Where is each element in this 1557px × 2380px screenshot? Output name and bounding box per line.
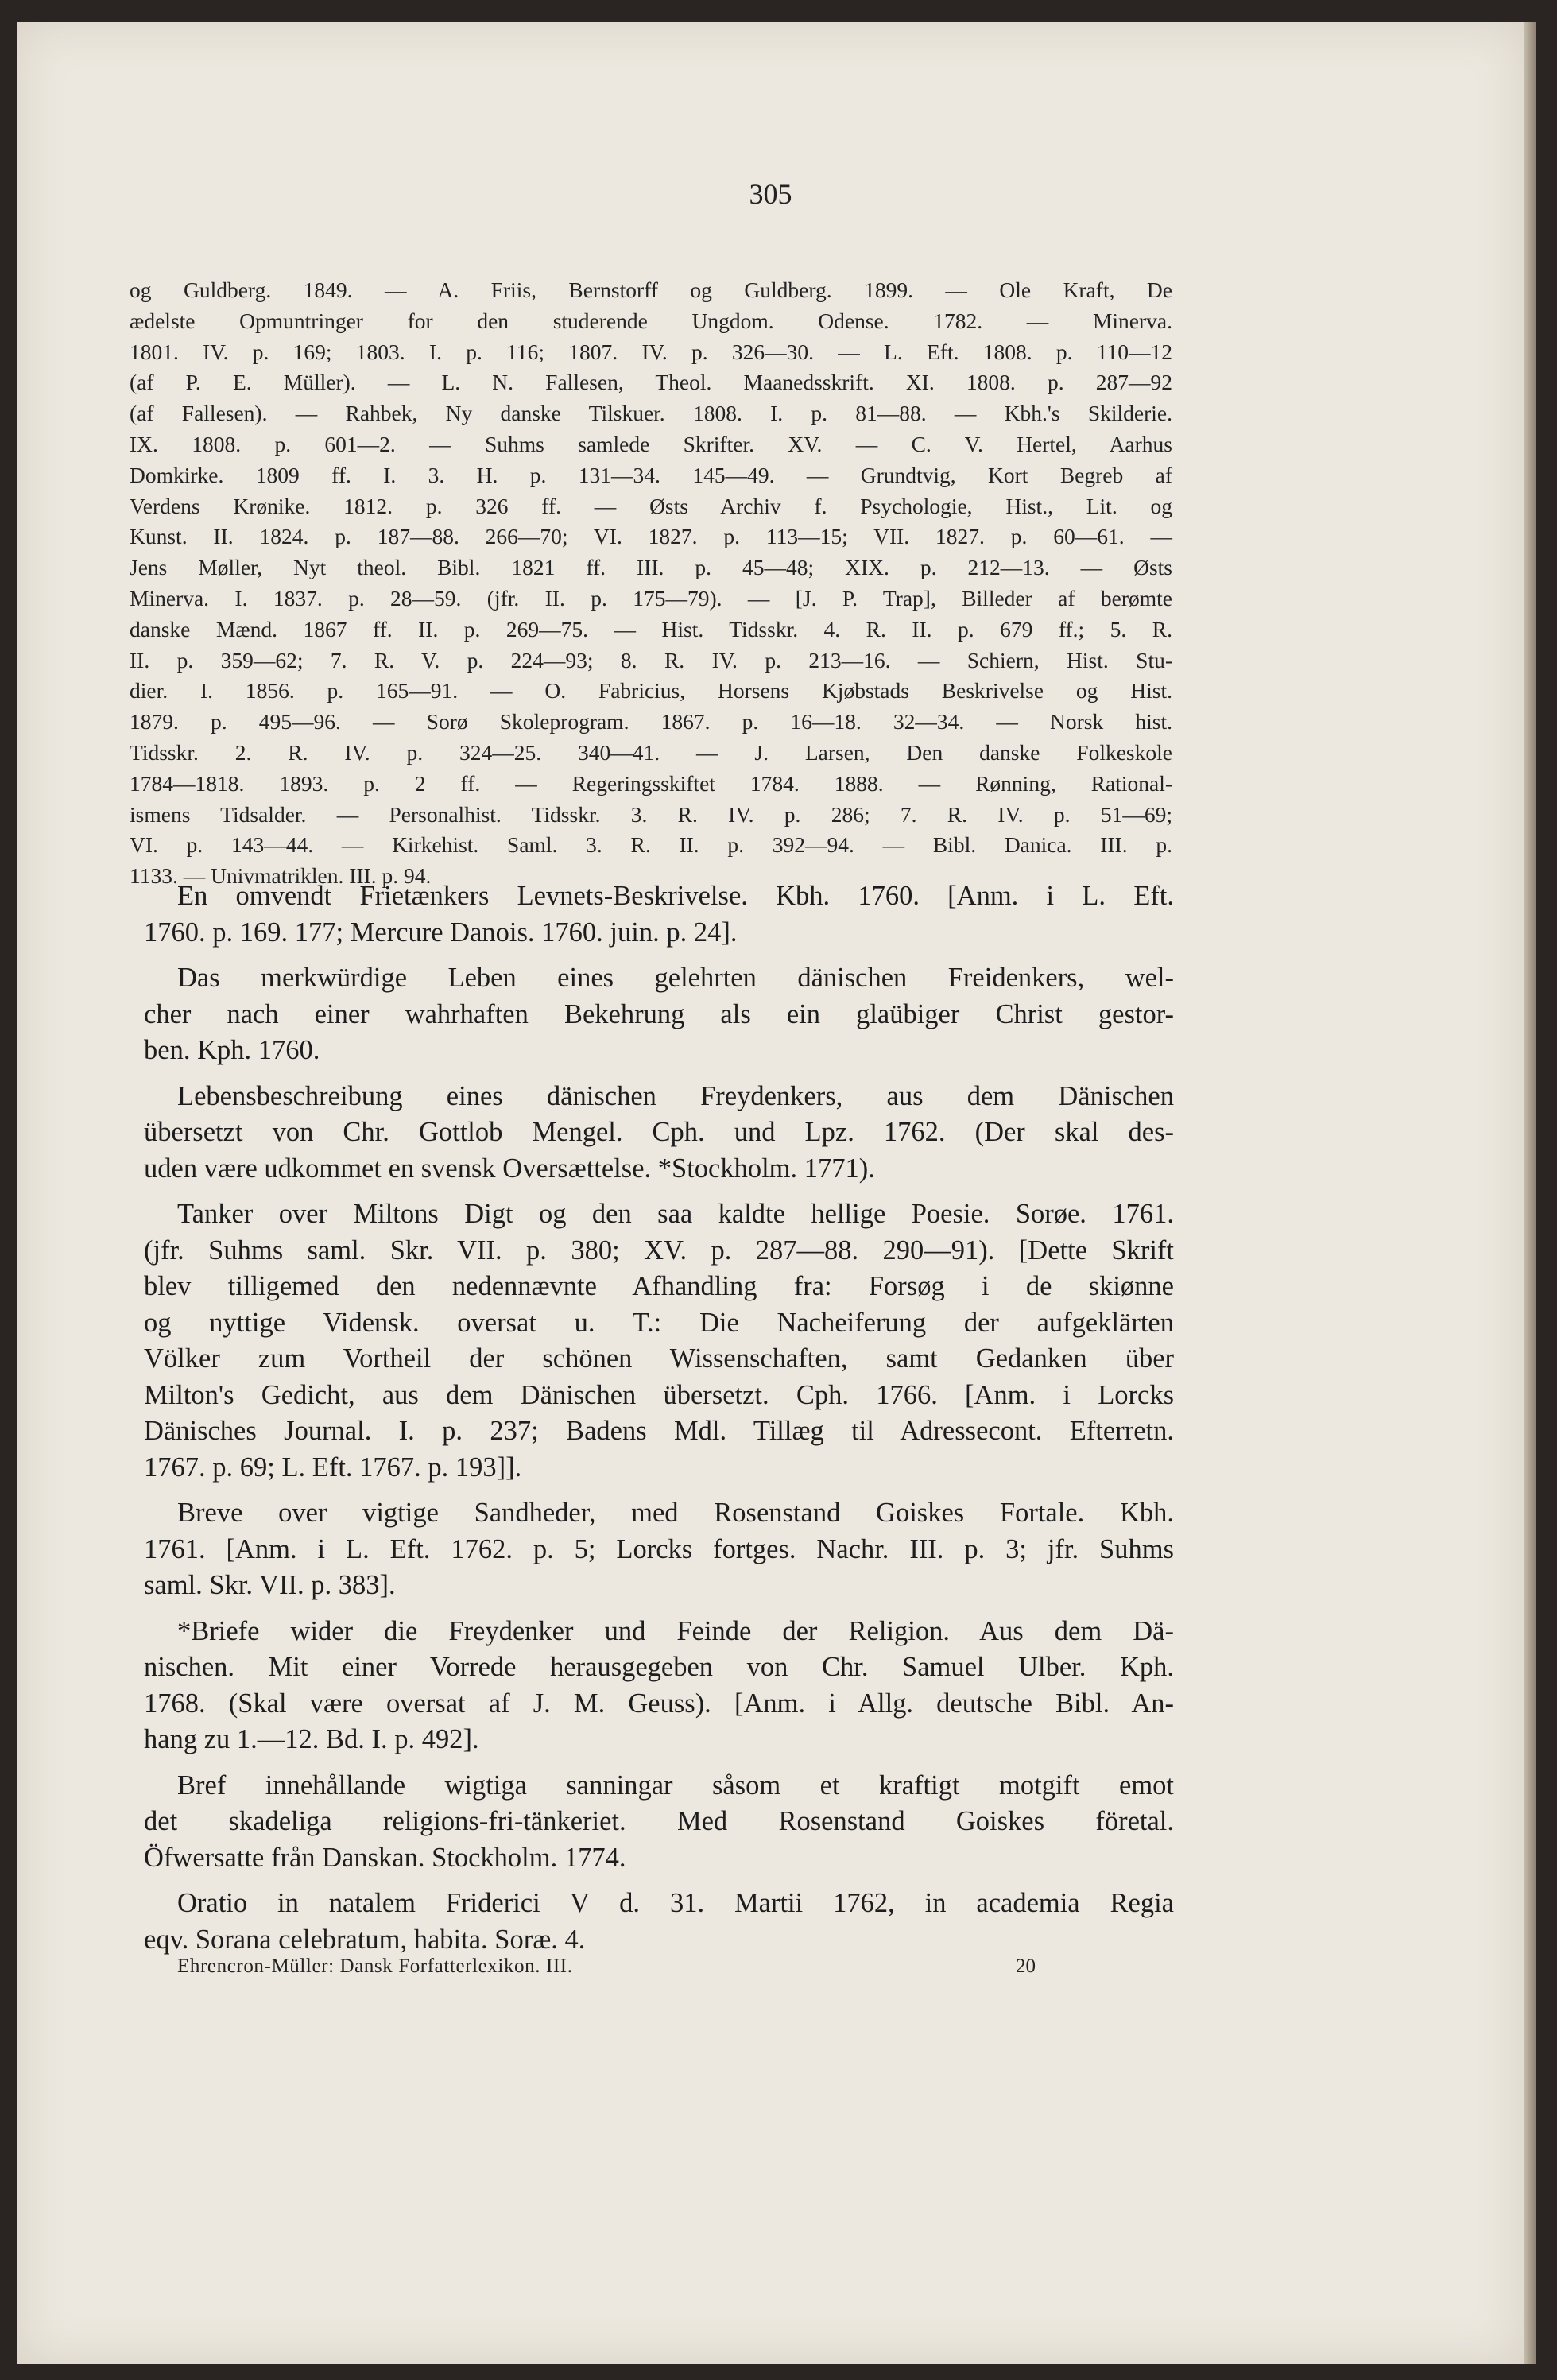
entry-line: eqv. Sorana celebratum, habita. Soræ. 4. [144,1924,586,1955]
entry-line: Völker zum Vortheil der schönen Wissenschaften, samt Gedanken über [144,1343,1174,1374]
entry-line: Bref innehållande wigtiga sanningar såsom et kraftigt motgift emot [177,1769,1174,1801]
entry-line: uden være udkommet en svensk Oversættelse. *Stockholm. 1771). [144,1153,875,1184]
entry-line: blev tilligemed den nedennævnte Afhandling fra: Forsøg i de skiønne [144,1271,1174,1301]
reference-line: Verdens Krønike. 1812. p. 326 ff. — Østs Archiv f. Psychologie, Hist., Lit. og [130,493,1172,518]
entry-line: det skadeliga religions-fri-tänkeriet. Med Rosenstand Goiskes företal. [144,1806,1174,1836]
reference-line: VI. p. 143—44. — Kirkehist. Saml. 3. R. II. p. 392—94. — Bibl. Danica. III. p. [130,832,1172,858]
reference-line: (af P. E. Müller). — L. N. Fallesen, Theol. Maanedsskrift. XI. 1808. p. 287—92 [130,370,1172,395]
reference-line: dier. I. 1856. p. 165—91. — O. Fabricius, Horsens Kjøbstads Beskrivelse og Hist. [130,678,1172,704]
reference-line: Minerva. I. 1837. p. 28—59. (jfr. II. p. 175—79). — [J. P. Trap], Billeder af berømte [130,585,1172,611]
bibliography-entry [144,1079,1174,1188]
entry-line: En omvendt Frietænkers Levnets-Beskrivelse. Kbh. 1760. [Anm. i L. Eft. [177,881,1174,911]
reference-line: IX. 1808. p. 601—2. — Suhms samlede Skrifter. XV. — C. V. Hertel, Aarhus [130,431,1172,456]
entry-line: Dänisches Journal. I. p. 237; Badens Mdl. Tillæg til Adressecont. Efterretn. [144,1416,1174,1446]
entry-line: ben. Kph. 1760. [144,1035,320,1065]
reference-line: Kunst. II. 1824. p. 187—88. 266—70; VI. 1827. p. 113—15; VII. 1827. p. 60—61. — [130,524,1172,549]
reference-line: og Guldberg. 1849. — A. Friis, Bernstorff og Guldberg. 1899. — Ole Kraft, De [130,277,1172,302]
reference-line: ædelste Opmuntringer for den studerende Ungdom. Odense. 1782. — Minerva. [130,308,1172,333]
entry-line: *Briefe wider die Freydenker und Feinde der Religion. Aus dem Dä- [177,1615,1174,1646]
entry-line: (jfr. Suhms saml. Skr. VII. p. 380; XV. p. 287—88. 290—91). [Dette Skrift [144,1235,1174,1266]
reference-line: 1133. — Univmatriklen. III. p. 94. [130,863,432,889]
reference-line: 1801. IV. p. 169; 1803. I. p. 116; 1807. IV. p. 326—30. — L. Eft. 1808. p. 110—12 [130,339,1172,364]
reference-line: ismens Tidsalder. — Personalhist. Tidsskr. 3. R. IV. p. 286; 7. R. IV. p. 51—69; [130,801,1172,827]
reference-line: 1784—1818. 1893. p. 2 ff. — Regeringsskiftet 1784. 1888. — Rønning, Rational- [130,770,1172,796]
entry-line: übersetzt von Chr. Gottlob Mengel. Cph. und Lpz. 1762. (Der skal des- [144,1117,1174,1147]
reference-block [130,275,1172,892]
page-edge [1524,22,1536,2364]
reference-line: II. p. 359—62; 7. R. V. p. 224—93; 8. R. IV. p. 213—16. — Schiern, Hist. Stu- [130,647,1172,673]
entry-line: saml. Skr. VII. p. 383]. [144,1570,396,1600]
reference-line: Jens Møller, Nyt theol. Bibl. 1821 ff. III. p. 45—48; XIX. p. 212—13. — Østs [130,555,1172,580]
entry-line: Das merkwürdige Leben eines gelehrten dänischen Freidenkers, wel- [177,963,1174,993]
page-number: 305 [749,178,792,210]
footer-signature: Ehrencron-Müller: Dansk Forfatterlexikon. III. [177,1956,573,1977]
bibliography-entry [144,1196,1174,1486]
bibliography-entries [144,878,1174,1967]
entry-line: 1767. p. 69; L. Eft. 1767. p. 193]]. [144,1452,522,1483]
entry-line: nischen. Mit einer Vorrede herausgegeben von Chr. Samuel Ulber. Kph. [144,1652,1174,1682]
entry-line: cher nach einer wahrhaften Bekehrung als ein glaübiger Christ gestor- [144,998,1174,1029]
bibliography-entry [144,960,1174,1069]
entry-line: Öfwersatte från Danskan. Stockholm. 1774. [144,1842,626,1873]
entry-line: Tanker over Miltons Digt og den saa kaldte hellige Poesie. Sorøe. 1761. [177,1199,1174,1229]
reference-line: Tidsskr. 2. R. IV. p. 324—25. 340—41. — J. Larsen, Den danske Folkeskole [130,739,1172,765]
entry-line: Lebensbeschreibung eines dänischen Freydenkers, aus dem Dänischen [177,1080,1174,1111]
bibliography-entry [144,1886,1174,1958]
reference-line: Domkirke. 1809 ff. I. 3. H. p. 131—34. 145—49. — Grundtvig, Kort Begreb af [130,462,1172,487]
reference-line: (af Fallesen). — Rahbek, Ny danske Tilskuer. 1808. I. p. 81—88. — Kbh.'s Skilderie. [130,401,1172,426]
entry-line: Oratio in natalem Friderici V d. 31. Martii 1762, in academia Regia [177,1888,1174,1918]
reference-line: danske Mænd. 1867 ff. II. p. 269—75. — Hist. Tidsskr. 4. R. II. p. 679 ff.; 5. R. [130,616,1172,642]
entry-line: og nyttige Vidensk. oversat u. T.: Die Nacheiferung der aufgeklärten [144,1307,1174,1338]
footer-sheet-number: 20 [1016,1956,1036,1977]
entry-line: Milton's Gedicht, aus dem Dänischen übersetzt. Cph. 1766. [Anm. i Lorcks [144,1379,1174,1410]
book-page [17,22,1524,2364]
entry-line: Breve over vigtige Sandheder, med Rosenstand Goiskes Fortale. Kbh. [177,1498,1174,1528]
entry-line: 1760. p. 169. 177; Mercure Danois. 1760. juin. p. 24]. [144,917,738,948]
bibliography-entry [144,1768,1174,1877]
bibliography-entry [144,1614,1174,1758]
entry-line: 1768. (Skal være oversat af J. M. Geuss). [Anm. i Allg. deutsche Bibl. An- [144,1688,1174,1719]
bibliography-entry [144,1495,1174,1604]
bibliography-entry [144,878,1174,951]
entry-line: 1761. [Anm. i L. Eft. 1762. p. 5; Lorcks fortges. Nachr. III. p. 3; jfr. Suhms [144,1533,1174,1564]
reference-line: 1879. p. 495—96. — Sorø Skoleprogram. 1867. p. 16—18. 32—34. — Norsk hist. [130,709,1172,735]
entry-line: hang zu 1.—12. Bd. I. p. 492]. [144,1724,479,1754]
